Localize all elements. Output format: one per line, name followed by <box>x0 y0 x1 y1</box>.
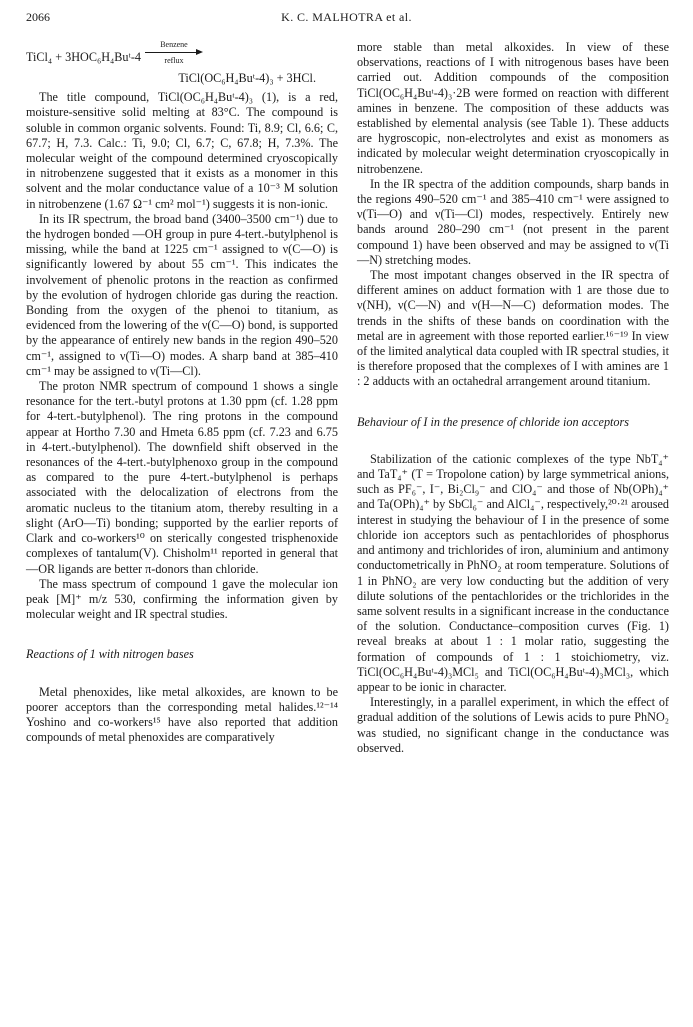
paragraph-stabilization: Stabilization of the cationic complexes of the type NbT₄⁺ and TaT₄⁺ (T = Tropolone cation) by large symmetrical anions, such as PF₆⁻, I⁻, Bi₂Cl₉⁻ and ClO₄⁻ and those of Nb(OPh)₄⁺ and Ta(OPh)₄⁺ by SbCl₆⁻ and AlCl₄⁻, respectively,²⁰·²¹ aroused interest in studying the behaviour of I in the presence of some chloride ion acceptors such as pentachlorides of phosphorus and antimony and trichlorides of iron, aluminium and antimony conductometrically in PhNO₂ at room temperature. Solutions of 1 in PhNO₂ are very low conducting but the addition of very dilute solutions of the pentachlorides or the trichlorides in the same solvent results in a significant increase in the conductance of the solution. Conductance–composition curves (Fig. 1) reveal breaks at about 1 : 1 molar ratio, suggesting the formation of compounds of 1 : 1 stoichiometry, viz. TiCl(OC₆H₄Buᵗ-4)₃MCl₅ and TiCl(OC₆H₄Buᵗ-4)₃MCl₃, which appear to be ionic in character. <box>357 451 669 694</box>
paragraph-nmr-spectrum: The proton NMR spectrum of compound 1 shows a single resonance for the tert.-butyl protons at 1.30 ppm (cf. 1.28 ppm for 4-tert.-butylphenol). The ring protons in the compound appear at Hortho 7.30 and Hmeta 6.85 ppm (cf. 7.23 and 6.75 in 4-tert.-butylphenol). The downfield shift observed in the resonances of the 4-tert.-butylphenoxo group in the compound as compared to the pure 4-tert.-butylphenol is perhaps associated with the delocalization of electrons from the aromatic nucleus to the titanium atom, thereby resulting in a slight (ArO—Ti) bonding; supported by the earlier reports of Clark and co-workers¹⁰ on sterically congested trisphenoxide complexes of tantalum(V). Chisholm¹¹ reported in general that —OR ligands are better π-donors than chloride. <box>26 379 338 576</box>
left-column <box>26 40 338 745</box>
section-heading-chloride-acceptors: Behaviour of I in the presence of chloride ion acceptors <box>357 414 630 429</box>
paragraph-ir-addition: In the IR spectra of the addition compounds, sharp bands in the regions 490–520 cm⁻¹ and 385–410 cm⁻¹ were assigned to ν(Ti—O) and ν(Ti—Cl) modes, respectively. Entirely new bands around 280–290 cm⁻¹ (not present in the parent compound 1) have been observed and may be assigned to ν(Ti—N) stretching modes. <box>357 176 669 267</box>
paragraph-mass-spectrum: The mass spectrum of compound 1 gave the molecular ion peak [M]⁺ m/z 530, confirming the information given by molecular weight and IR spectral studies. <box>26 576 338 622</box>
paragraph-amine-changes: The most impotant changes observed in the IR spectra of different amines on adduct formation with 1 are those due to ν(NH), ν(C—N) and ν(H—N—C) deformation modes. The trends in the shifts of these bands on coordination with the metal are in agreement with those reported earlier.¹⁶⁻¹⁹ In view of the limited analytical data coupled with IR spectral studies, it is therefore proposed that the complexes of I with amines are 1 : 2 adducts with an octahedral arrangement around titanium. <box>357 268 669 389</box>
reaction-arrow <box>145 40 203 65</box>
paragraph-metal-phenoxides: Metal phenoxides, like metal alkoxides, are known to be poorer acceptors than the corresponding metal halides.¹²⁻¹⁴ Yoshino and co-workers¹⁵ have also reported that addition compounds of metal phenoxides are comparatively <box>26 684 338 745</box>
paragraph-ir-spectrum: In its IR spectrum, the broad band (3400–3500 cm⁻¹) due to the hydrogen bonded —OH group in pure 4-tert.-butylphenol is missing, while the band at 1225 cm⁻¹ assigned to ν(C—O) is significantly lowered by about 55 cm⁻¹. This indicates the involvement of phenolic protons in the reaction as confirmed by the evolution of hydrogen chloride gas during the reaction. Bonding from the oxygen of the phenoi to titanium, as evidenced from the lowering of the ν(C—O) bond, is supported by the appearance of entirely new bands in the region 490–520 cm⁻¹, assigned to ν(Ti—O) modes. A sharp band at 385–410 cm⁻¹ may be assigned to ν(Ti—Cl). <box>26 211 338 378</box>
paragraph-title-compound: The title compound, TiCl(OC₆H₄Buᵗ-4)₃ (1), is a red, moisture-sensitive solid melting at 83°C. The compound is soluble in common organic solvents. Found: Ti, 8.9; Cl, 6.6; C, 67.7; H, 7.3. Calc.: Ti, 9.0; Cl, 6.7; C, 67.8; H, 7.3%. The molecular weight of the compound determined cryoscopically in nitrobenzene suggested that it exists as a monomer in this solvent and the molar conductance value of a 10⁻³ M solution in nitrobenzene (1.67 Ω⁻¹ cm² mol⁻¹) suggests it is non-ionic. <box>26 90 338 211</box>
arrow-condition-solvent: Benzene <box>160 40 188 49</box>
arrow-condition-reflux: reflux <box>164 56 184 65</box>
page-number: 2066 <box>26 10 50 24</box>
paragraph-parallel-experiment: Interestingly, in a parallel experiment, in which the effect of gradual addition of the solutions of Lewis acids to pure PhNO₂ was studied, no significant change in the conductance was observed. <box>357 695 669 755</box>
equation-products: TiCl(OC₆H₄Buᵗ-4)₃ + 3HCl. <box>178 71 316 85</box>
arrow-icon <box>145 49 203 56</box>
right-column <box>357 40 669 756</box>
paragraph-adducts: more stable than metal alkoxides. In view of these observations, reactions of I with nitrogenous bases have been carried out. Addition compounds of the composition TiCl(OC₆H₄Buᵗ-4)₃·2B were formed on reaction with different amines in benzene. The composition of these adducts was established by elemental analysis (see Table 1). These adducts are hygroscopic, non-electrolytes and exist as monomers as indicated by molecular weight determination cryoscopically in nitrobenzene. <box>357 40 669 176</box>
equation-reactants: TiCl₄ + 3HOC₆H₄Buᵗ-4 <box>26 49 141 64</box>
reaction-equation <box>26 40 338 65</box>
running-head: K. C. MALHOTRA et al. <box>281 10 412 24</box>
section-heading-nitrogen-bases: Reactions of 1 with nitrogen bases <box>26 647 194 662</box>
